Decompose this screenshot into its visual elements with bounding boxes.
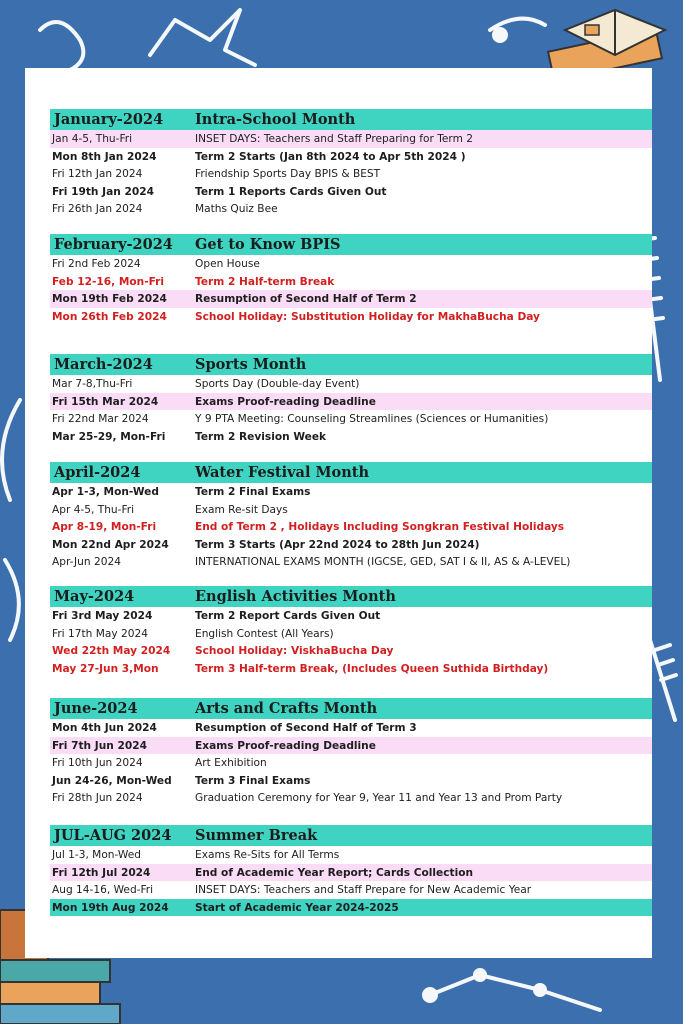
event-row xyxy=(50,642,652,660)
event-date: Jun 24-26, Mon-Wed xyxy=(52,774,172,787)
month-label: March-2024 xyxy=(54,356,153,373)
event-description: Resumption of Second Half of Term 2 xyxy=(195,293,417,305)
event-row xyxy=(50,881,652,899)
month-theme: Water Festival Month xyxy=(195,464,370,481)
event-date: Apr 1-3, Mon-Wed xyxy=(52,486,159,498)
event-row xyxy=(50,501,652,519)
event-description: Exams Re-Sits for All Terms xyxy=(195,849,340,861)
event-description: Term 2 Revision Week xyxy=(195,430,327,443)
event-description: Open House xyxy=(195,258,260,270)
event-description: Term 3 Half-term Break, (Includes Queen Suthida Birthday) xyxy=(195,662,549,675)
month-section xyxy=(50,354,652,445)
event-row xyxy=(50,165,652,183)
month-header xyxy=(50,586,652,607)
event-date: Mar 7-8,Thu-Fri xyxy=(52,378,133,390)
event-date: Apr 8-19, Mon-Fri xyxy=(52,521,157,533)
month-header xyxy=(50,234,652,255)
ring-doodle xyxy=(5,560,19,640)
event-row xyxy=(50,737,652,755)
month-section xyxy=(50,109,652,218)
month-theme: Intra-School Month xyxy=(195,111,356,128)
month-header xyxy=(50,109,652,130)
event-date: Fri 28th Jun 2024 xyxy=(52,792,143,804)
event-row xyxy=(50,899,652,917)
event-description: Exams Proof-reading Deadline xyxy=(195,739,376,752)
event-date: Fri 3rd May 2024 xyxy=(52,610,153,622)
month-section xyxy=(50,698,652,807)
event-row xyxy=(50,308,652,326)
event-date: Fri 12th Jan 2024 xyxy=(52,168,143,180)
event-date: Fri 12th Jul 2024 xyxy=(52,866,151,879)
month-label: June-2024 xyxy=(54,700,138,717)
event-date: Apr-Jun 2024 xyxy=(52,556,121,568)
event-row xyxy=(50,375,652,393)
month-section xyxy=(50,586,652,677)
event-row xyxy=(50,772,652,790)
event-row xyxy=(50,719,652,737)
event-description: School Holiday: Substitution Holiday for MakhaBucha Day xyxy=(195,310,540,323)
month-label: January-2024 xyxy=(54,111,164,128)
event-row xyxy=(50,393,652,411)
event-date: Mon 8th Jan 2024 xyxy=(52,150,157,163)
month-label: April-2024 xyxy=(54,464,141,481)
event-description: Sports Day (Double-day Event) xyxy=(195,378,360,390)
event-row xyxy=(50,518,652,536)
event-description: Exam Re-sit Days xyxy=(195,503,288,516)
month-header xyxy=(50,462,652,483)
star-doodle xyxy=(150,10,255,65)
event-row xyxy=(50,607,652,625)
month-label: May-2024 xyxy=(54,588,135,605)
event-description: Term 3 Final Exams xyxy=(195,774,311,787)
month-theme: Get to Know BPIS xyxy=(195,236,341,253)
event-date: Fri 7th Jun 2024 xyxy=(52,739,147,752)
event-row xyxy=(50,410,652,428)
event-row xyxy=(50,625,652,643)
event-date: Mon 19th Aug 2024 xyxy=(52,901,169,914)
month-section xyxy=(50,462,652,571)
star-doodle xyxy=(40,22,83,70)
event-date: Fri 15th Mar 2024 xyxy=(52,395,159,408)
event-row xyxy=(50,428,652,446)
event-row xyxy=(50,200,652,218)
month-header xyxy=(50,698,652,719)
event-row xyxy=(50,183,652,201)
event-description: INTERNATIONAL EXAMS MONTH (IGCSE, GED, SAT I & II, AS & A-LEVEL) xyxy=(195,556,571,568)
month-section xyxy=(50,234,652,325)
event-date: Fri 2nd Feb 2024 xyxy=(52,258,141,270)
event-description: Y 9 PTA Meeting: Counseling Streamlines (Sciences or Humanities) xyxy=(195,413,549,425)
event-date: Mar 25-29, Mon-Fri xyxy=(52,430,166,443)
event-date: Mon 22nd Apr 2024 xyxy=(52,538,169,551)
calendar-sheet xyxy=(25,68,652,958)
event-description: INSET DAYS: Teachers and Staff Preparing for Term 2 xyxy=(195,133,474,145)
month-section xyxy=(50,825,652,916)
event-date: Fri 10th Jun 2024 xyxy=(52,757,143,769)
event-description: Graduation Ceremony for Year 9, Year 11 and Year 13 and Prom Party xyxy=(195,792,563,804)
event-row xyxy=(50,846,652,864)
constellation-doodle xyxy=(430,975,600,1010)
event-row xyxy=(50,864,652,882)
event-date: Aug 14-16, Wed-Fri xyxy=(52,884,154,896)
month-header xyxy=(50,354,652,375)
event-row xyxy=(50,290,652,308)
month-label: JUL-AUG 2024 xyxy=(54,827,172,844)
event-row xyxy=(50,754,652,772)
event-description: Exams Proof-reading Deadline xyxy=(195,395,376,408)
month-theme: Arts and Crafts Month xyxy=(195,700,378,717)
event-description: Term 2 Report Cards Given Out xyxy=(195,610,381,622)
event-date: Fri 19th Jan 2024 xyxy=(52,185,154,198)
event-date: Fri 17th May 2024 xyxy=(52,627,148,640)
event-date: Feb 12-16, Mon-Fri xyxy=(52,275,165,288)
event-description: Term 2 Final Exams xyxy=(195,486,311,498)
event-date: Mon 26th Feb 2024 xyxy=(52,310,167,323)
event-row xyxy=(50,148,652,166)
event-date: Fri 26th Jan 2024 xyxy=(52,203,143,215)
event-description: Friendship Sports Day BPIS & BEST xyxy=(195,168,381,180)
event-date: May 27-Jun 3,Mon xyxy=(52,662,159,675)
event-description: Term 1 Reports Cards Given Out xyxy=(195,185,387,198)
event-row xyxy=(50,273,652,291)
ruler-doodle xyxy=(650,640,676,720)
event-description: INSET DAYS: Teachers and Staff Prepare for New Academic Year xyxy=(195,884,532,896)
event-description: Art Exhibition xyxy=(195,757,267,769)
event-description: Maths Quiz Bee xyxy=(195,203,278,215)
event-row xyxy=(50,789,652,807)
event-row xyxy=(50,536,652,554)
event-date: Apr 4-5, Thu-Fri xyxy=(52,503,135,516)
event-date: Mon 19th Feb 2024 xyxy=(52,293,167,305)
month-header xyxy=(50,825,652,846)
event-row xyxy=(50,660,652,678)
month-theme: Summer Break xyxy=(195,827,318,844)
month-theme: Sports Month xyxy=(195,356,307,373)
month-theme: English Activities Month xyxy=(195,588,396,605)
ring-doodle xyxy=(2,400,20,500)
event-row xyxy=(50,553,652,571)
event-description: Term 2 Half-term Break xyxy=(195,275,335,288)
event-description: School Holiday: ViskhaBucha Day xyxy=(195,645,394,657)
event-date: Jul 1-3, Mon-Wed xyxy=(52,849,142,861)
event-row xyxy=(50,483,652,501)
event-description: Term 3 Starts (Apr 22nd 2024 to 28th Jun 2024) xyxy=(195,538,480,551)
event-date: Fri 22nd Mar 2024 xyxy=(52,413,149,425)
event-description: English Contest (All Years) xyxy=(195,627,334,640)
event-description: Resumption of Second Half of Term 3 xyxy=(195,722,417,734)
event-row xyxy=(50,130,652,148)
event-description: End of Academic Year Report; Cards Collection xyxy=(195,866,474,879)
event-description: End of Term 2 , Holidays Including Songkran Festival Holidays xyxy=(195,521,565,533)
month-label: February-2024 xyxy=(54,236,173,253)
event-date: Wed 22th May 2024 xyxy=(52,645,171,657)
event-description: Term 2 Starts (Jan 8th 2024 to Apr 5th 2024 ) xyxy=(195,150,466,163)
event-date: Mon 4th Jun 2024 xyxy=(52,722,157,734)
event-row xyxy=(50,255,652,273)
event-date: Jan 4-5, Thu-Fri xyxy=(52,133,133,145)
event-description: Start of Academic Year 2024-2025 xyxy=(195,901,399,914)
